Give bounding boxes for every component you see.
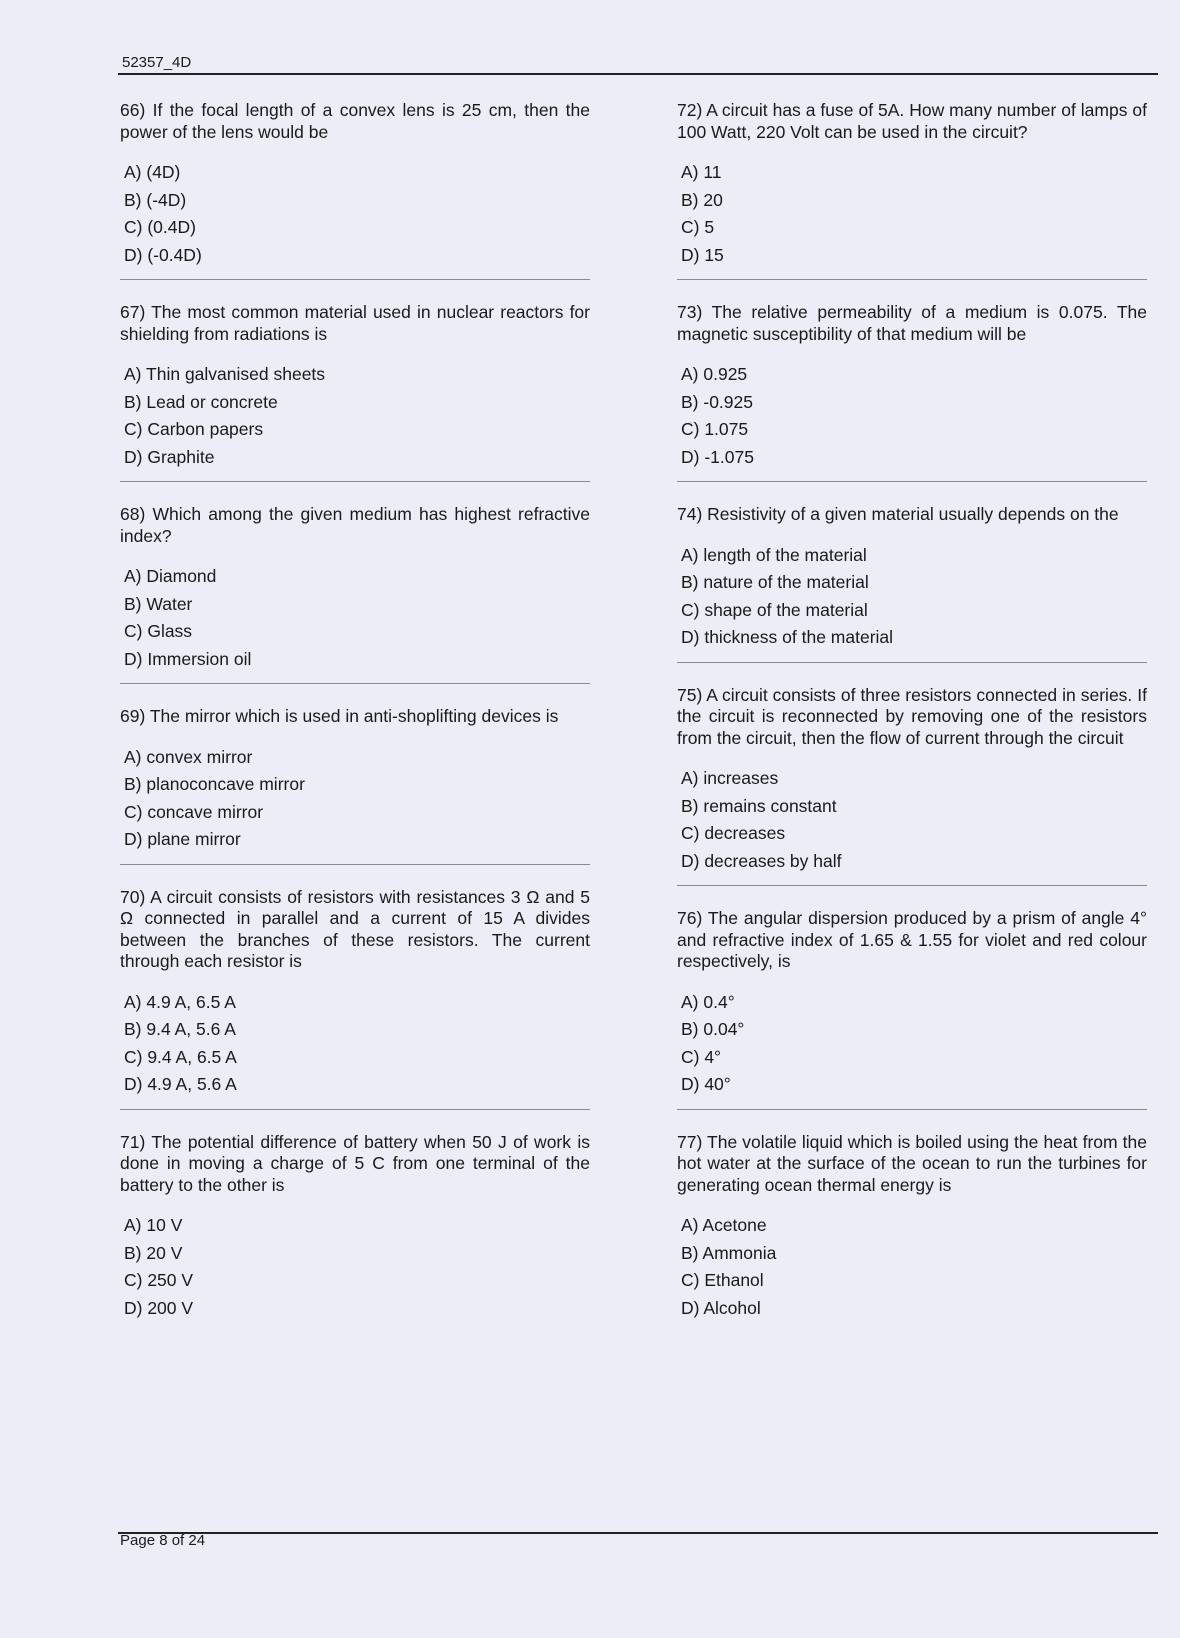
option-d: D) 40° (681, 1074, 731, 1094)
question-text: 67) The most common material used in nuclear reactors for shielding from radiations is (120, 302, 590, 344)
question-71 (120, 1132, 590, 1323)
option-list (677, 765, 1147, 875)
option-c: C) 250 V (124, 1270, 194, 1290)
option-a: A) 4.9 A, 6.5 A (124, 991, 236, 1012)
question-divider (120, 279, 590, 280)
question-text: 73) The relative permeability of a medium is 0.075. The magnetic susceptibility of that medium will be (677, 302, 1147, 344)
option-d: D) plane mirror (124, 829, 241, 849)
right-column (677, 100, 1147, 1322)
question-76 (677, 908, 1147, 1110)
option-list (120, 989, 590, 1099)
question-text: 68) Which among the given medium has highest refractive index? (120, 504, 590, 546)
option-c: C) 4° (681, 1046, 722, 1067)
option-c: C) 1.075 (681, 419, 749, 439)
option-a: A) 10 V (124, 1215, 183, 1235)
question-68 (120, 504, 590, 684)
option-d: D) (-0.4D) (124, 244, 202, 265)
question-75 (677, 685, 1147, 887)
option-c: C) Ethanol (681, 1270, 764, 1290)
question-text: 77) The volatile liquid which is boiled using the heat from the hot water at the surface of the ocean to run the turbines for generating ocean thermal energy is (677, 1131, 1147, 1195)
header-rule (118, 73, 1158, 75)
option-d: D) Graphite (124, 446, 215, 467)
option-c: C) concave mirror (124, 801, 264, 822)
option-b: B) -0.925 (681, 391, 753, 412)
question-74 (677, 504, 1147, 663)
option-c: C) Glass (124, 621, 193, 641)
option-b: B) 0.04° (681, 1019, 745, 1039)
option-list (677, 542, 1147, 652)
option-list (120, 1212, 590, 1322)
question-text: 76) The angular dispersion produced by a prism of angle 4° and refractive index of 1.65 & 1.55 for violet and red colour respectively, is (677, 908, 1147, 971)
option-list (120, 563, 590, 673)
option-b: B) Lead or concrete (124, 391, 278, 412)
option-a: A) convex mirror (124, 746, 253, 767)
option-a: A) 0.925 (681, 364, 748, 384)
question-divider (677, 279, 1147, 280)
option-a: A) Thin galvanised sheets (124, 364, 326, 384)
question-divider (677, 662, 1147, 663)
question-divider (120, 481, 590, 482)
option-a: A) (4D) (124, 162, 181, 182)
option-list (120, 361, 590, 471)
option-d: D) Immersion oil (124, 648, 252, 669)
question-69 (120, 706, 590, 865)
option-list (120, 744, 590, 854)
option-b: B) planoconcave mirror (124, 774, 305, 794)
question-77 (677, 1132, 1147, 1323)
left-column (120, 100, 590, 1322)
question-66 (120, 100, 590, 280)
footer-rule (118, 1532, 1158, 1534)
option-list (677, 361, 1147, 471)
question-divider (120, 1109, 590, 1110)
option-a: A) length of the material (681, 544, 867, 565)
option-c: C) 9.4 A, 6.5 A (124, 1046, 237, 1067)
option-a: A) 0.4° (681, 991, 735, 1012)
option-a: A) increases (681, 768, 779, 788)
document-code: 52357_4D (122, 54, 192, 71)
option-a: A) 11 (681, 162, 722, 182)
option-d: D) decreases by half (681, 850, 842, 871)
option-d: D) Alcohol (681, 1297, 761, 1318)
option-d: D) 15 (681, 244, 724, 265)
option-list (677, 159, 1147, 269)
option-d: D) -1.075 (681, 446, 754, 467)
question-text: 70) A circuit consists of resistors with resistances 3 Ω and 5 Ω connected in parallel and a current of 15 A divides between the branches of these resistors. The current through each resistor is (120, 886, 590, 971)
option-b: B) 9.4 A, 5.6 A (124, 1019, 236, 1039)
option-c: C) 5 (681, 217, 715, 237)
option-b: B) 20 (681, 189, 723, 210)
question-divider (120, 683, 590, 684)
question-text: 75) A circuit consists of three resistors connected in series. If the circuit is reconnected by removing one of the resistors from the circuit, then the flow of current through the circuit (677, 684, 1147, 748)
option-c: C) (0.4D) (124, 217, 196, 237)
option-c: C) decreases (681, 823, 786, 843)
question-73 (677, 302, 1147, 482)
option-d: D) 4.9 A, 5.6 A (124, 1074, 237, 1094)
question-70 (120, 887, 590, 1110)
question-text: 72) A circuit has a fuse of 5A. How many number of lamps of 100 Watt, 220 Volt can be used in the circuit? (677, 100, 1147, 142)
option-b: B) remains constant (681, 795, 837, 816)
question-divider (677, 1109, 1147, 1110)
question-67 (120, 302, 590, 482)
option-b: B) (-4D) (124, 189, 187, 210)
question-text: 69) The mirror which is used in anti-shoplifting devices is (120, 706, 559, 726)
option-d: D) thickness of the material (681, 627, 894, 647)
question-divider (677, 481, 1147, 482)
option-list (120, 159, 590, 269)
option-list (677, 1212, 1147, 1322)
option-b: B) Water (124, 593, 193, 614)
question-text: 66) If the focal length of a convex lens is 25 cm, then the power of the lens would be (120, 100, 590, 142)
question-72 (677, 100, 1147, 280)
question-divider (677, 885, 1147, 886)
option-c: C) Carbon papers (124, 419, 264, 439)
option-c: C) shape of the material (681, 599, 868, 620)
question-divider (120, 864, 590, 865)
question-text: 74) Resistivity of a given material usually depends on the (677, 504, 1119, 524)
option-d: D) 200 V (124, 1297, 194, 1318)
option-a: A) Diamond (124, 566, 217, 586)
page-number: Page 8 of 24 (120, 1532, 206, 1549)
option-b: B) Ammonia (681, 1242, 777, 1263)
option-a: A) Acetone (681, 1215, 767, 1235)
option-b: B) nature of the material (681, 572, 869, 592)
option-list (677, 989, 1147, 1099)
option-b: B) 20 V (124, 1242, 183, 1263)
question-text: 71) The potential difference of battery when 50 J of work is done in moving a charge of 5 C from one terminal of the battery to the other is (120, 1131, 590, 1195)
